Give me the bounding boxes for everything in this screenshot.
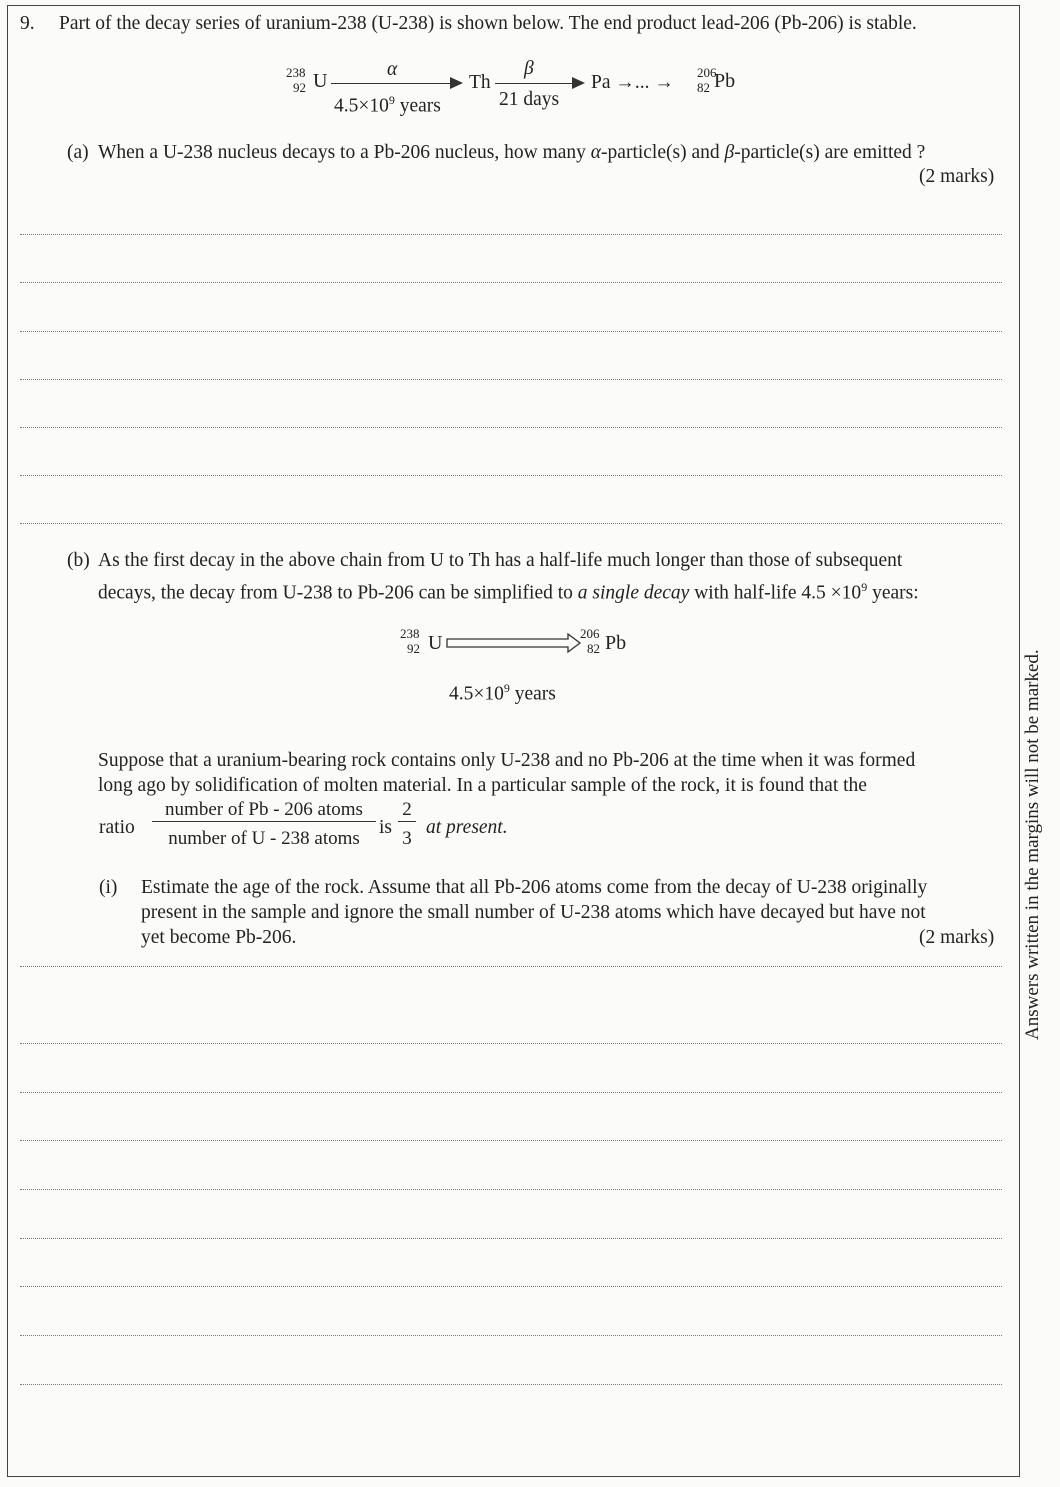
- answer-line[interactable]: [20, 282, 1002, 283]
- answer-line[interactable]: [20, 475, 1002, 476]
- hollow-arrow: [446, 632, 582, 654]
- beta-arrow-head: [572, 77, 585, 89]
- suppose-line-2: long ago by solidification of molten material. In a particular sample of the rock, it is found that the: [98, 775, 867, 796]
- answer-line[interactable]: [20, 379, 1002, 380]
- alpha-symbol: α: [387, 59, 398, 80]
- thorium-symbol: Th: [469, 72, 491, 93]
- value-fraction: 2 3: [398, 799, 416, 850]
- part-b-i-label: (i): [99, 877, 118, 898]
- answer-line[interactable]: [20, 427, 1002, 428]
- alpha-arrow-head: [450, 77, 463, 89]
- part-b-i-line-3: yet become Pb-206.: [141, 927, 297, 948]
- question-intro: Part of the decay series of uranium-238 (U-238) is shown below. The end product lead-206 (Pb-206) is stable.: [59, 13, 917, 34]
- part-b-line-2: decays, the decay from U-238 to Pb-206 can be simplified to a single decay with half-life $4.5 \times 10^9$ years:: [98, 580, 919, 604]
- beta-arrow-line: [495, 83, 575, 84]
- answer-line[interactable]: [20, 966, 1002, 967]
- suppose-line-1: Suppose that a uranium-bearing rock contains only U-238 and no Pb-206 at the time when it was formed: [98, 750, 916, 771]
- beta-symbol: β: [524, 58, 534, 79]
- answer-line[interactable]: [20, 234, 1002, 235]
- part-b-line-1: As the first decay in the above chain from U to Th has a half-life much longer than those of subsequent: [98, 550, 903, 571]
- answer-line[interactable]: [20, 1189, 1002, 1190]
- part-a-label: (a): [67, 142, 89, 163]
- ratio-fraction: number of Pb - 206 atoms number of U - 238 atoms: [152, 799, 376, 850]
- beta-half-life: 21 days: [499, 89, 560, 110]
- question-number: 9.: [20, 13, 35, 34]
- part-b-i-marks: (2 marks): [919, 927, 995, 948]
- part-b-i-line-1: Estimate the age of the rock. Assume that all Pb-206 atoms come from the decay of U-238 originally: [141, 877, 928, 898]
- page-border: [7, 5, 1020, 1477]
- answer-line[interactable]: [20, 1335, 1002, 1336]
- part-b-label: (b): [67, 550, 90, 571]
- alpha-half-life: $4.5\times 10^9$ years: [334, 93, 441, 117]
- part-b-i-line-2: present in the sample and ignore the small number of U-238 atoms which have decayed but have not: [141, 902, 926, 923]
- answer-line[interactable]: [20, 523, 1002, 524]
- answer-line[interactable]: [20, 331, 1002, 332]
- answer-line[interactable]: [20, 1092, 1002, 1093]
- answer-line[interactable]: [20, 1140, 1002, 1141]
- answer-line[interactable]: [20, 1238, 1002, 1239]
- series-tail: Pa →... →: [591, 72, 674, 93]
- margin-note: Answers written in the margins will not be marked.: [1022, 649, 1043, 1040]
- single-decay-half-life: $4.5\times 10^9$ years: [449, 681, 556, 705]
- ratio-word: ratio: [99, 817, 135, 838]
- is-word: is: [379, 817, 393, 838]
- answer-line[interactable]: [20, 1384, 1002, 1385]
- alpha-arrow-line: [331, 83, 453, 84]
- part-a-marks: (2 marks): [919, 166, 995, 187]
- at-present: at present.: [426, 817, 508, 838]
- answer-line[interactable]: [20, 1043, 1002, 1044]
- part-a-question: When a U-238 nucleus decays to a Pb-206 nucleus, how many α-particle(s) and β-particle(s) are emitted ?: [98, 142, 926, 163]
- answer-line[interactable]: [20, 1286, 1002, 1287]
